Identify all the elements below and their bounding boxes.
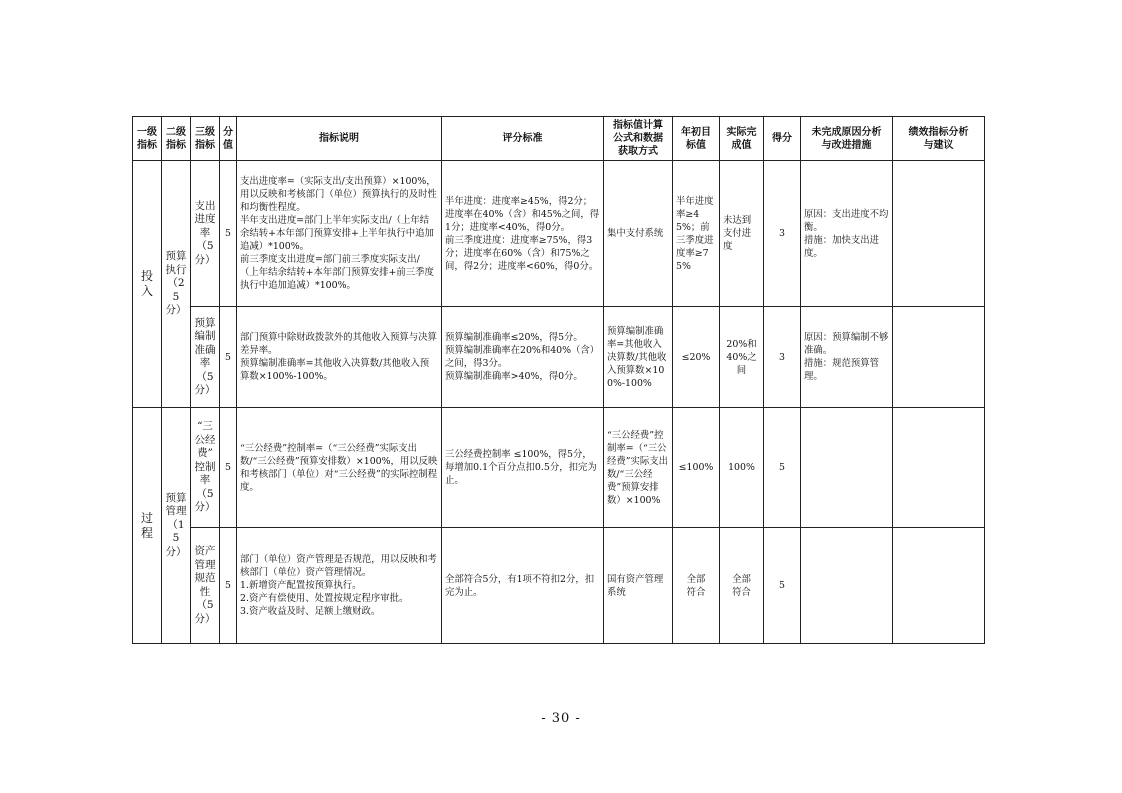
description-cell: 部门（单位）资产管理是否规范，用以反映和考核部门（单位）资产管理情况。 1.新增资产配置按预算执行。 2.资产有偿使用、处置按规定程序审批。 3.资产收益及时、足额上缴财政。: [237, 528, 442, 644]
reason-cell: [801, 408, 893, 528]
target-cell: 半年进度率≥45%；前三季度进度率≥75%: [673, 161, 720, 307]
analysis-cell: [893, 307, 985, 408]
formula-cell: 预算编制准确率=其他收入决算数/其他收入预算数×100%-100%: [604, 307, 673, 408]
description-cell: “三公经费”控制率=（“三公经费”实际支出数/“三公经费”预算安排数）×100%，用以反映和考核部门（单位）对“三公经费”的实际控制程度。: [237, 408, 442, 528]
got-cell: 5: [764, 408, 801, 528]
level2-cell: 预算 执行 （25 分）: [162, 161, 191, 408]
header-target: 年初目 标值: [673, 117, 720, 161]
score-cell: 5: [220, 307, 237, 408]
table-row: [133, 528, 985, 644]
analysis-cell: [893, 408, 985, 528]
header-row: [133, 117, 985, 161]
level3-cell: 支出 进度 率 （5 分）: [191, 161, 220, 307]
performance-table: [132, 116, 985, 644]
formula-cell: “三公经费”控制率=（“三公经费”实际支出数/“三公经费”预算安排数）×100%: [604, 408, 673, 528]
actual-cell: 全部 符合: [720, 528, 764, 644]
reason-cell: 原因：支出进度不均衡。 措施：加快支出进度。: [801, 161, 893, 307]
target-cell: ≤100%: [673, 408, 720, 528]
score-cell: 5: [220, 408, 237, 528]
score-cell: 5: [220, 528, 237, 644]
level3-cell: 资产 管理 规范 性 （5 分）: [191, 528, 220, 644]
actual-cell: 未达到支付进度: [720, 161, 764, 307]
level3-cell: 预算 编制 准确 率 （5 分）: [191, 307, 220, 408]
header-criteria: 评分标准: [442, 117, 604, 161]
header-formula: 指标值计算 公式和数据 获取方式: [604, 117, 673, 161]
criteria-cell: 半年进度：进度率≥45%，得2分；进度率在40%（含）和45%之间，得1分；进度率<40%，得0分。 前三季度进度：进度率≥75%，得3分；进度率在60%（含）和75%之间，得2分；进度率<60%，得0分。: [442, 161, 604, 307]
level2-cell: 预算 管理 （15 分）: [162, 408, 191, 644]
level3-cell: “三 公经 费” 控制 率 （5 分）: [191, 408, 220, 528]
criteria-cell: 三公经费控制率 ≤100%，得5分，每增加0.1个百分点扣0.5分，扣完为止。: [442, 408, 604, 528]
page-number: - 30 -: [541, 711, 581, 726]
header-description: 指标说明: [237, 117, 442, 161]
criteria-cell: 全部符合5分，有1项不符扣2分，扣完为止。: [442, 528, 604, 644]
got-cell: 3: [764, 307, 801, 408]
header-level2: 二级 指标: [162, 117, 191, 161]
header-reason: 未完成原因分析 与改进措施: [801, 117, 893, 161]
actual-cell: 20%和 40%之 间: [720, 307, 764, 408]
header-got: 得分: [764, 117, 801, 161]
header-analysis: 绩效指标分析 与建议: [893, 117, 985, 161]
target-cell: ≤20%: [673, 307, 720, 408]
level1-cell: 投 入: [133, 161, 162, 408]
header-level1: 一级 指标: [133, 117, 162, 161]
got-cell: 3: [764, 161, 801, 307]
header-actual: 实际完 成值: [720, 117, 764, 161]
actual-cell: 100%: [720, 408, 764, 528]
target-cell: 全部 符合: [673, 528, 720, 644]
score-cell: 5: [220, 161, 237, 307]
header-score: 分 值: [220, 117, 237, 161]
table-row: [133, 307, 985, 408]
description-cell: 支出进度率=（实际支出/支出预算）×100%，用以反映和考核部门（单位）预算执行的及时性和均衡性程度。 半年支出进度=部门上半年实际支出/（上年结余结转+本年部门预算安排+上半年执行中追加追减）*100%。 前三季度支出进度=部门前三季度实际支出/（上年结余结转+本年部门预算安排+前三季度执行中追加追减）*100%。: [237, 161, 442, 307]
table-row: [133, 408, 985, 528]
formula-cell: 国有资产管理系统: [604, 528, 673, 644]
formula-cell: 集中支付系统: [604, 161, 673, 307]
header-level3: 三级 指标: [191, 117, 220, 161]
description-cell: 部门预算中除财政拨款外的其他收入预算与决算差异率。 预算编制准确率=其他收入决算数/其他收入预算数×100%-100%。: [237, 307, 442, 408]
table-row: [133, 161, 985, 307]
reason-cell: [801, 528, 893, 644]
criteria-cell: 预算编制准确率≤20%，得5分。 预算编制准确率在20%和40%（含）之间，得3分。 预算编制准确率>40%，得0分。: [442, 307, 604, 408]
level1-cell: 过 程: [133, 408, 162, 644]
got-cell: 5: [764, 528, 801, 644]
reason-cell: 原因：预算编制不够准确。 措施：规范预算管理。: [801, 307, 893, 408]
analysis-cell: [893, 161, 985, 307]
analysis-cell: [893, 528, 985, 644]
